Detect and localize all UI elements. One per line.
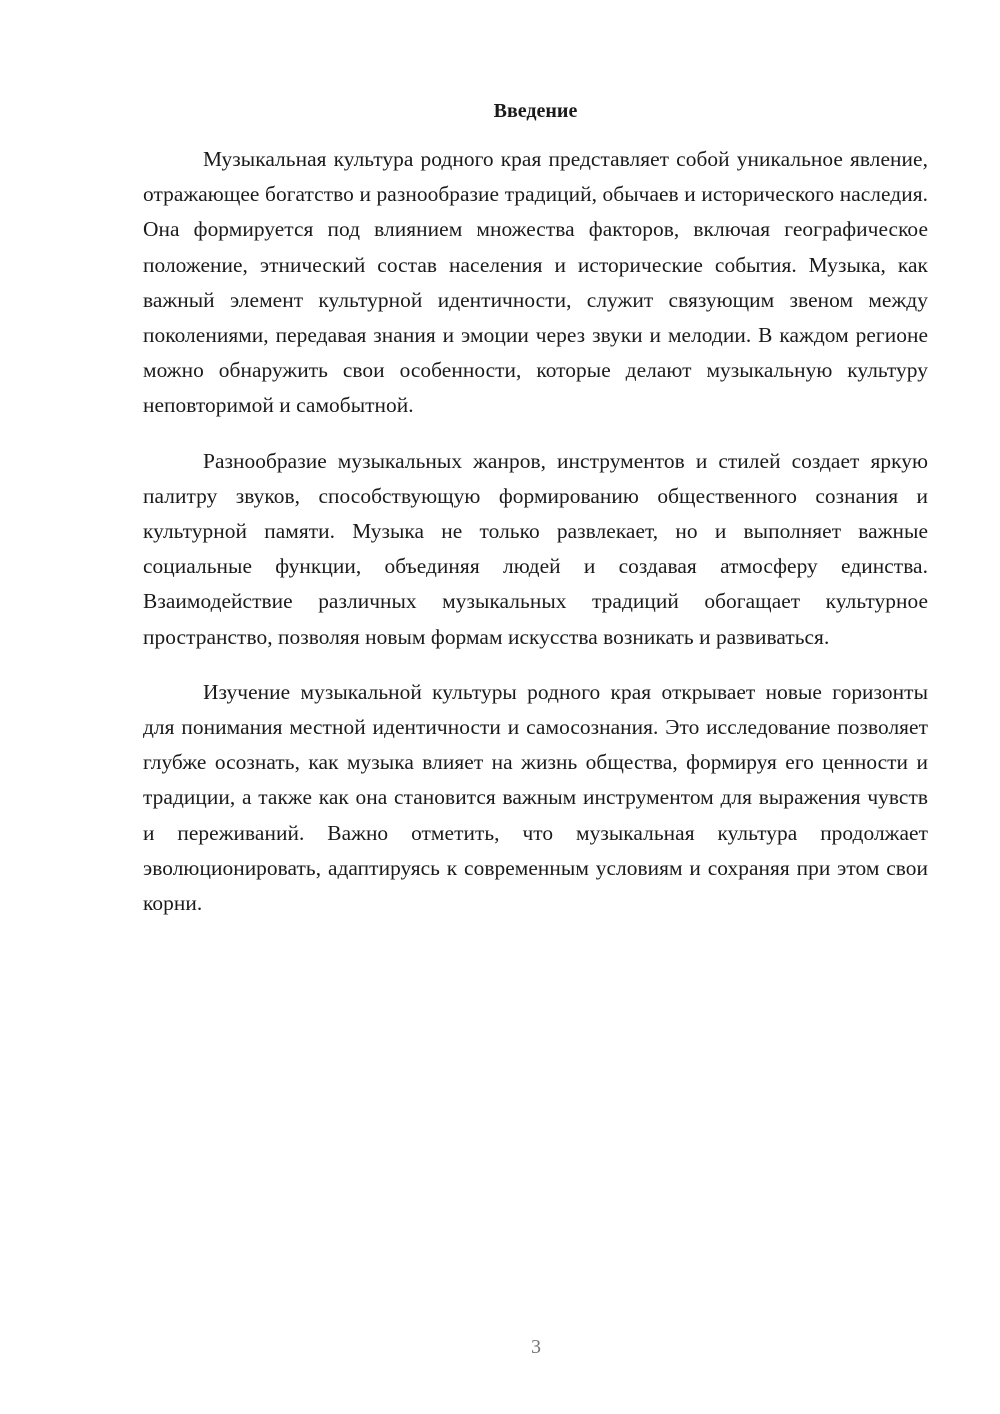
paragraph-1: Музыкальная культура родного края представляет собой уникальное явление, отражающее богатство и разнообразие традиций, обычаев и исторического наследия. Она формируется под влиянием множества факторов, включая географическое положение, этнический состав населения и исторические события. Музыка, как важный элемент культурной идентичности, служит связующим звеном между поколениями, передавая знания и эмоции через звуки и мелодии. В каждом регионе можно обнаружить свои особенности, которые делают музыкальную культуру неповторимой и самобытной. [143, 147, 928, 418]
paragraph-2: Разнообразие музыкальных жанров, инструментов и стилей создает яркую палитру звуков, способствующую формированию общественного сознания и культурной памяти. Музыка не только развлекает, но и выполняет важные социальные функции, объединяя людей и создавая атмосферу единства. Взаимодействие различных музыкальных традиций обогащает культурное пространство, позволяя новым формам искусства возникать и развиваться. [143, 448, 928, 649]
paragraph-3: Изучение музыкальной культуры родного края открывает новые горизонты для понимания местной идентичности и самосознания. Это исследование позволяет глубже осознать, как музыка влияет на жизнь общества, формируя его ценности и традиции, а также как она становится важным инструментом для выражения чувств и переживаний. Важно отметить, что музыкальная культура продолжает эволюционировать, адаптируясь к современным условиям и сохраняя при этом свои корни. [143, 679, 928, 916]
page-number: 3 [531, 1336, 541, 1358]
page-content [143, 94, 928, 941]
section-title: Введение [493, 100, 578, 122]
